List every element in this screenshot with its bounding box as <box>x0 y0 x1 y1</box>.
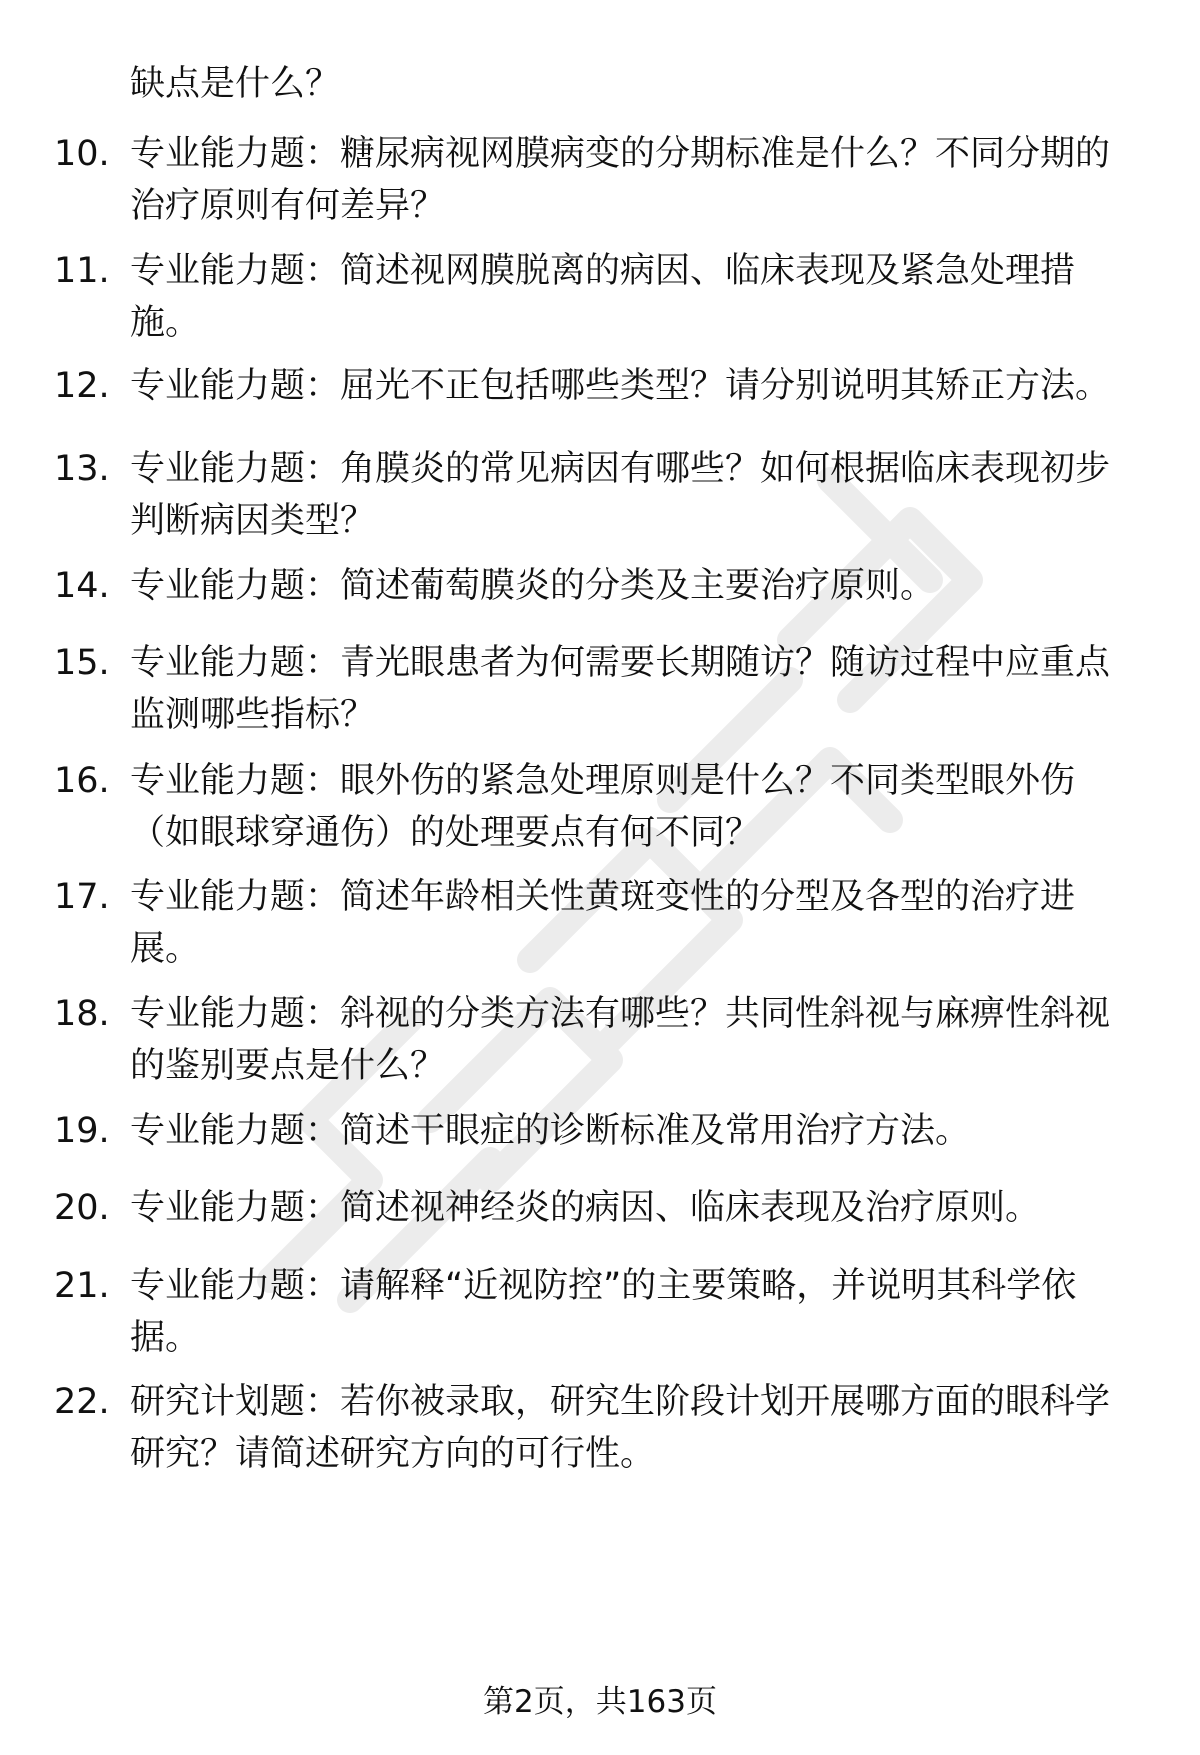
question-text <box>130 1105 1145 1157</box>
question-text-line: 监测哪些指标？ <box>130 695 376 735</box>
question-text <box>130 1182 1145 1234</box>
question-number: 11. <box>54 251 110 291</box>
question-text-line: 专业能力题：简述干眼症的诊断标准及常用治疗方法。 <box>130 1111 971 1151</box>
question-text-line: 专业能力题：眼外伤的紧急处理原则是什么？不同类型眼外伤 <box>130 761 1076 801</box>
question-text-line: 据。 <box>130 1318 201 1358</box>
page-footer: 第2页，共163页 <box>483 1684 717 1720</box>
question-text-line: （如眼球穿通伤）的处理要点有何不同？ <box>130 813 761 853</box>
question-text <box>130 443 1145 547</box>
question-text-line: 专业能力题：简述年龄相关性黄斑变性的分型及各型的治疗进 <box>130 877 1076 917</box>
question-text <box>130 637 1145 741</box>
question-number: 14. <box>54 566 110 606</box>
question-text-line: 专业能力题：简述视神经炎的病因、临床表现及治疗原则。 <box>130 1188 1041 1228</box>
continued-text: 缺点是什么？ <box>130 64 341 104</box>
question-text-line: 专业能力题：简述视网膜脱离的病因、临床表现及紧急处理措 <box>130 251 1076 291</box>
question-text-line: 研究计划题：若你被录取，研究生阶段计划开展哪方面的眼科学 <box>130 1382 1111 1422</box>
question-text <box>130 871 1145 975</box>
question-number: 15. <box>54 643 110 683</box>
question-text-line: 的鉴别要点是什么？ <box>130 1046 446 1086</box>
question-text-line: 研究？请简述研究方向的可行性。 <box>130 1434 656 1474</box>
question-number: 21. <box>54 1266 110 1306</box>
question-text-line: 专业能力题：糖尿病视网膜病变的分期标准是什么？不同分期的 <box>130 134 1111 174</box>
question-number: 22. <box>54 1382 110 1422</box>
question-text-line: 判断病因类型？ <box>130 501 376 541</box>
question-text-line: 专业能力题：简述葡萄膜炎的分类及主要治疗原则。 <box>130 566 936 606</box>
question-number: 17. <box>54 877 110 917</box>
question-text-line: 专业能力题：请解释“近视防控”的主要策略，并说明其科学依 <box>130 1266 1077 1306</box>
question-text-line: 专业能力题：青光眼患者为何需要长期随访？随访过程中应重点 <box>130 643 1111 683</box>
question-text <box>130 1260 1145 1364</box>
question-text-line: 展。 <box>130 929 201 969</box>
question-text <box>130 755 1145 859</box>
question-number: 13. <box>54 449 110 489</box>
question-number: 19. <box>54 1111 110 1151</box>
question-number: 20. <box>54 1188 110 1228</box>
question-text <box>130 1376 1145 1480</box>
question-text-line: 治疗原则有何差异？ <box>130 186 446 226</box>
question-text <box>130 360 1145 412</box>
question-text-line: 专业能力题：角膜炎的常见病因有哪些？如何根据临床表现初步 <box>130 449 1111 489</box>
question-text <box>130 128 1145 232</box>
question-number: 18. <box>54 994 110 1034</box>
question-text-line: 专业能力题：屈光不正包括哪些类型？请分别说明其矫正方法。 <box>130 366 1111 406</box>
question-text <box>130 245 1145 349</box>
question-number: 12. <box>54 366 110 406</box>
question-number: 16. <box>54 761 110 801</box>
question-text-line: 施。 <box>130 303 201 343</box>
question-text <box>130 560 1145 612</box>
question-text-line: 专业能力题：斜视的分类方法有哪些？共同性斜视与麻痹性斜视 <box>130 994 1111 1034</box>
question-text <box>130 988 1145 1092</box>
question-number: 10. <box>54 134 110 174</box>
